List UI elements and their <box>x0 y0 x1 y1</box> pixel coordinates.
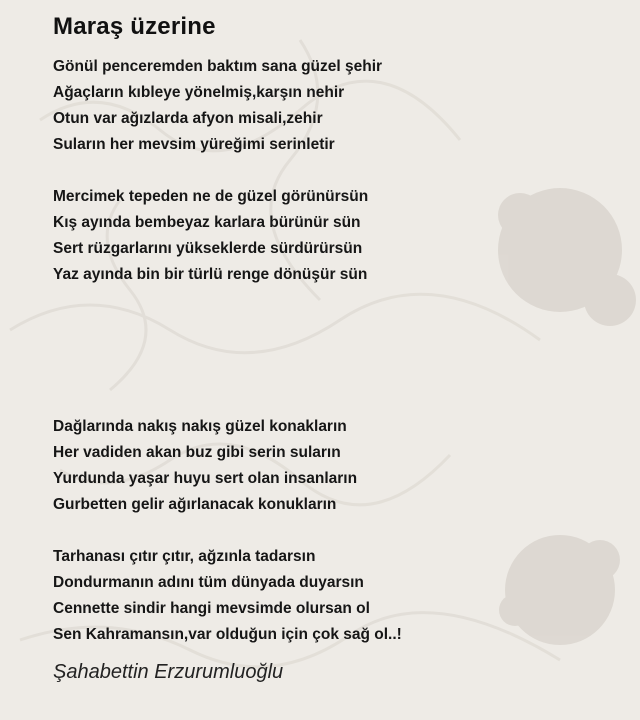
poem-line: Dağlarında nakış nakış güzel konakların <box>53 418 347 435</box>
stanza-1 <box>53 54 613 158</box>
poem-container <box>53 12 613 686</box>
poem-line: Cennette sindir hangi mevsimde olursan ol <box>53 600 370 617</box>
poem-line: Gönül penceremden baktım sana güzel şehir <box>53 58 383 75</box>
poem-line: Gurbetten gelir ağırlanacak konukların <box>53 496 337 513</box>
stanza-3 <box>53 414 613 518</box>
poem-line: Tarhanası çıtır çıtır, ağzınla tadarsın <box>53 548 316 565</box>
poem-line: Her vadiden akan buz gibi serin suların <box>53 444 341 461</box>
poem-line: Mercimek tepeden ne de güzel görünürsün <box>53 188 369 205</box>
stanza-4 <box>53 544 613 648</box>
poem-line: Otun var ağızlarda afyon misali,zehir <box>53 110 323 127</box>
poem-line: Kış ayında bembeyaz karlara bürünür sün <box>53 214 361 231</box>
poem-line: Yaz ayında bin bir türlü renge dönüşür sün <box>53 266 368 283</box>
poem-line: Ağaçların kıbleye yönelmiş,karşın nehir <box>53 84 345 101</box>
poem-title: Maraş üzerine <box>53 13 216 40</box>
poem-line: Dondurmanın adını tüm dünyada duyarsın <box>53 574 364 591</box>
stanza-2 <box>53 184 613 288</box>
poem-line: Yurdunda yaşar huyu sert olan insanların <box>53 470 358 487</box>
poem-author: Şahabettin Erzurumluoğlu <box>53 661 284 683</box>
poem-line: Suların her mevsim yüreğimi serinletir <box>53 136 335 153</box>
poem-line: Sert rüzgarlarını yükseklerde sürdürürsün <box>53 240 363 257</box>
poem-line: Sen Kahramansın,var olduğun için çok sağ ol..! <box>53 626 402 643</box>
